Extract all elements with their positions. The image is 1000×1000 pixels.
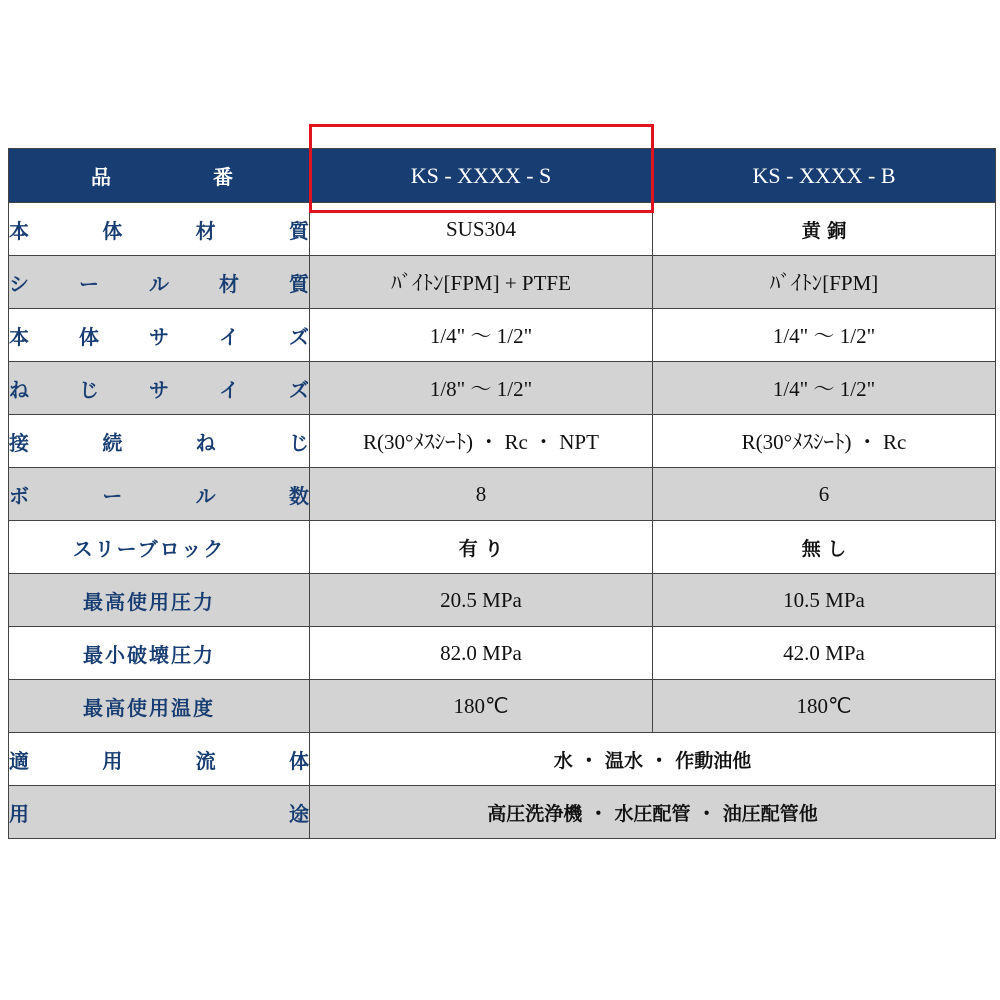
row-label [9, 786, 310, 839]
value-b: 1/4" ～ 1/2" [653, 362, 996, 415]
table-row-ball-count [9, 468, 996, 521]
header-label-char: 品 [91, 165, 111, 189]
table-row-seal-material [9, 256, 996, 309]
label-char: ね [9, 377, 29, 402]
label-char: 体 [79, 324, 99, 349]
label-char: ズ [289, 377, 309, 402]
value-s: 180℃ [310, 680, 653, 733]
row-label [9, 256, 310, 309]
label-char: 質 [289, 271, 309, 296]
table-row-burst-pressure [9, 627, 996, 680]
value-s: 1/8" ～ 1/2" [310, 362, 653, 415]
row-label [9, 415, 310, 468]
row-label [9, 203, 310, 256]
row-label: 最高使用温度 [9, 680, 310, 733]
label-char: サ [149, 377, 169, 402]
table-row-applicable-fluid [9, 733, 996, 786]
label-char: 本 [9, 324, 29, 349]
label-char: じ [288, 430, 309, 455]
value-s: 8 [310, 468, 653, 521]
row-label [9, 468, 310, 521]
header-label-cell [9, 149, 310, 203]
table-row-connection-thread [9, 415, 996, 468]
table-row-usage [9, 786, 996, 839]
label-char: 用 [9, 801, 29, 826]
value-s: SUS304 [310, 203, 653, 256]
label-char: 体 [288, 748, 309, 773]
label-char: 途 [289, 801, 309, 826]
value-b: ﾊﾞｲﾄﾝ[FPM] [653, 256, 996, 309]
value-b: 6 [653, 468, 996, 521]
table-row-body-size [9, 309, 996, 362]
table-row-max-temperature [9, 680, 996, 733]
model-s-header: KS - XXXX - S [310, 149, 653, 203]
value-s: R(30°ﾒｽｼｰﾄ) ・ Rc ・ NPT [310, 415, 653, 468]
value-s: 82.0 MPa [310, 627, 653, 680]
label-char: 適 [9, 748, 29, 773]
table-row-max-pressure [9, 574, 996, 627]
label-char: ズ [289, 324, 309, 349]
label-char: イ [219, 377, 239, 402]
table-row-thread-size [9, 362, 996, 415]
spec-table [8, 148, 996, 839]
table-row-body-material [9, 203, 996, 256]
value-b: 1/4" ～ 1/2" [653, 309, 996, 362]
value-merged: 高圧洗浄機 ・ 水圧配管 ・ 油圧配管他 [310, 786, 996, 839]
label-char: ル [149, 271, 169, 296]
value-s: 有 り [310, 521, 653, 574]
model-b-header: KS - XXXX - B [653, 149, 996, 203]
label-char: 数 [288, 483, 309, 508]
label-char: ル [195, 483, 216, 508]
label-char: ー [102, 483, 123, 508]
value-s: 20.5 MPa [310, 574, 653, 627]
label-char: 質 [288, 218, 309, 243]
label-char: シ [9, 271, 29, 296]
label-char: ね [195, 430, 216, 455]
label-char: 体 [102, 218, 123, 243]
value-b: 無 し [653, 521, 996, 574]
row-label: 最小破壊圧力 [9, 627, 310, 680]
label-char: ー [79, 271, 99, 296]
row-label: スリーブロック [9, 521, 310, 574]
value-b: R(30°ﾒｽｼｰﾄ) ・ Rc [653, 415, 996, 468]
value-b: 黄 銅 [653, 203, 996, 256]
header-label-char: 番 [213, 165, 233, 189]
label-char: じ [79, 377, 99, 402]
label-char: 材 [195, 218, 216, 243]
label-char: イ [219, 324, 239, 349]
row-label [9, 309, 310, 362]
label-char: サ [149, 324, 169, 349]
value-b: 10.5 MPa [653, 574, 996, 627]
label-char: 接 [9, 430, 29, 455]
label-char: 流 [195, 748, 216, 773]
label-char: 用 [102, 748, 123, 773]
value-merged: 水 ・ 温水 ・ 作動油他 [310, 733, 996, 786]
value-b: 42.0 MPa [653, 627, 996, 680]
label-char: 材 [219, 271, 239, 296]
label-char: 本 [9, 218, 29, 243]
row-label: 最高使用圧力 [9, 574, 310, 627]
label-char: 続 [102, 430, 123, 455]
table-row-sleeve-lock [9, 521, 996, 574]
value-b: 180℃ [653, 680, 996, 733]
value-s: 1/4" ～ 1/2" [310, 309, 653, 362]
row-label [9, 733, 310, 786]
header-row [9, 149, 996, 203]
value-s: ﾊﾞｲﾄﾝ[FPM] + PTFE [310, 256, 653, 309]
row-label [9, 362, 310, 415]
label-char: ボ [9, 483, 29, 508]
